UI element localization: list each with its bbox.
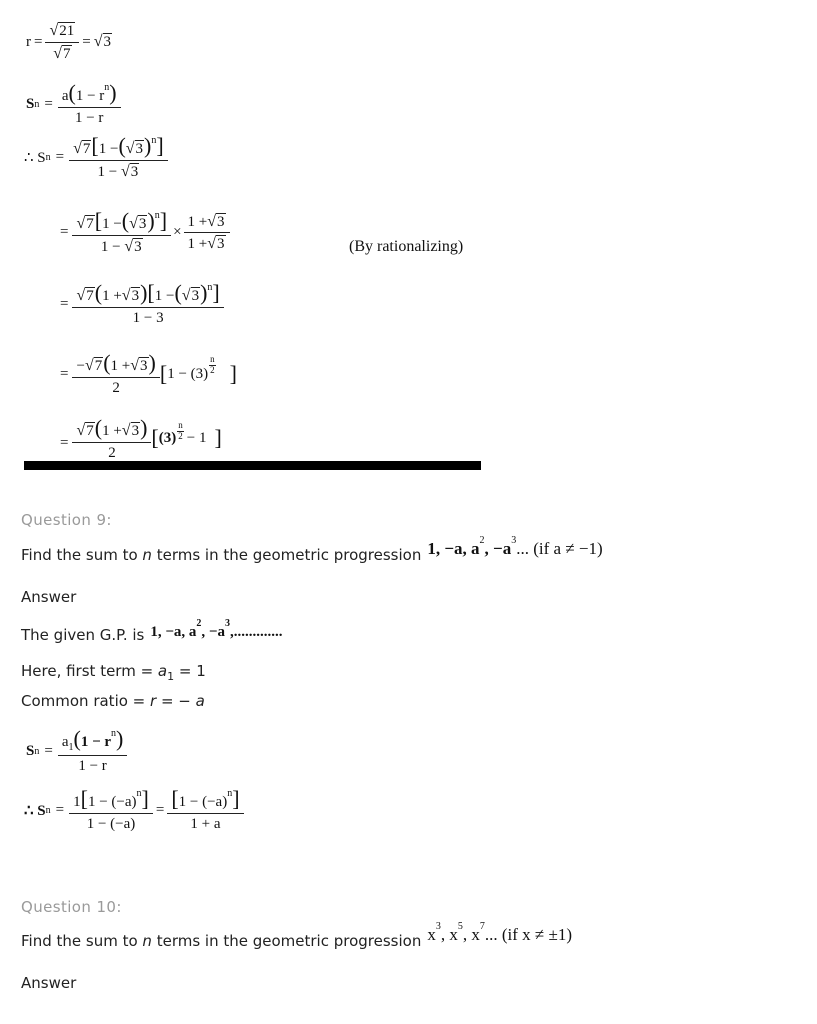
exponent: n (154, 210, 160, 221)
bracket-base: (3) (158, 429, 177, 446)
therefore-sum: ∴ S (24, 802, 46, 819)
given-label: The given G.P. is (21, 626, 145, 644)
exponent: 3 (435, 921, 441, 933)
prompt-text-end: terms in the geometric progression (151, 932, 422, 950)
question-10-answer-label: Answer (21, 974, 77, 992)
inner-radicand: 3 (138, 216, 147, 232)
equation-ratio: r = √ 21 √ 7 = √ 3 (26, 22, 111, 62)
substitution-fraction: √ 7 [1 −( √ 3 )$^n$] 1 − √ 3 (69, 135, 168, 180)
equation-rationalize: = √ 7 [1 −( √ 3 )$^n$] 1 − √ 3 × 1 + √ 3 1 + √ 3 (60, 210, 230, 255)
coef-radicand: 7 (86, 216, 94, 232)
sum-subscript: n (34, 98, 40, 110)
sum-symbol: S (26, 95, 35, 112)
denominator: 2 (108, 444, 116, 461)
progression-expression (427, 921, 572, 945)
expanded-fraction: √ 7 (1 + √ 3 )[1 −( √ 3 )$^n$] 1 − 3 (72, 282, 223, 326)
progression-condition: ... (if x ≠ ±1) (484, 925, 572, 944)
exp-numerator: n (210, 353, 215, 364)
den-radicand: 3 (130, 163, 139, 180)
sum-subscript: n (45, 804, 51, 816)
first-term-line (21, 662, 206, 683)
q9-formula-fraction: $\frac{a_1(1 - r^n)}{1 - r}$ (58, 728, 128, 775)
question-9-prompt (21, 535, 603, 565)
equation-expanded: = √ 7 (1 + √ 3 )[1 −( √ 3 )$^n$] 1 − 3 (60, 282, 224, 326)
prompt-text-end: terms in the geometric progression (151, 546, 422, 564)
rationalizing-note: (By rationalizing) (349, 238, 464, 255)
den-pre: 1 − (97, 163, 118, 180)
ratio-fraction: √ 21 √ 7 (45, 22, 79, 62)
denominator: 1 − r (78, 758, 107, 774)
first-term-sub: 1 (68, 742, 74, 753)
exponent: 2 (196, 618, 202, 629)
equation-substitution: ∴ S n = √ 7 [1 −( √ 3 )$^n$] 1 − √ 3 (24, 135, 168, 180)
ratio-var: r (150, 692, 157, 710)
sum-subscript: n (45, 152, 51, 164)
inner-radicand: 3 (135, 141, 144, 157)
sum-symbol: S (26, 742, 35, 759)
inner-radicand: 3 (191, 288, 200, 304)
paren-radicand: 3 (140, 358, 148, 374)
ratio-symbol: r (26, 33, 31, 50)
exponent: 3 (511, 535, 517, 547)
denominator: 1 − (−a) (86, 815, 136, 832)
question-10-heading: Question 10: (21, 898, 122, 916)
equation-final: = √ 7 (1 + √ 3 ) 2 [ (3) $\frac{n}{2}$ − 1 ] (60, 417, 222, 461)
inner-pre: 1 − (154, 288, 175, 304)
simplified-fraction: − √ 7 (1 + √ 3 ) 2 (72, 352, 159, 396)
conj-num-pre: 1 + (187, 213, 208, 230)
paren-pre: 1 + (102, 423, 122, 439)
q9-result-fraction-1: $\frac{1[1 - (-a)^n]}{1 - (-a)}$ (69, 788, 153, 832)
inner: 1 − (−a) (178, 794, 228, 810)
den-pre: 1 − (100, 238, 121, 255)
exponent: n (136, 788, 142, 799)
question-9-heading: Question 9: (21, 511, 112, 529)
coef-radicand: 7 (86, 423, 94, 439)
exponent: n (207, 282, 213, 293)
therefore-sum: ∴ S (24, 150, 46, 167)
denominator: 1 − r (74, 109, 104, 126)
paren-radicand: 3 (131, 288, 140, 304)
denominator-radicand: 7 (63, 45, 71, 62)
coef-radicand: 7 (94, 358, 103, 374)
prompt-text: Find the sum to (21, 546, 143, 564)
paren-pre: 1 + (110, 358, 131, 374)
exp-denominator: 2 (178, 430, 183, 441)
first-term: a (61, 88, 69, 104)
paren-radicand: 3 (131, 423, 140, 439)
exponent: 5 (457, 921, 463, 933)
prompt-variable: n (142, 932, 152, 950)
equation-sum-formula: S n = $\frac{a(1 - r^n)}{1 - r}$ (26, 82, 121, 126)
conj-den-radicand: 3 (217, 236, 225, 253)
exponent: 2 (479, 535, 485, 547)
question-9-answer-label: Answer (21, 588, 77, 606)
exponent: 3 (224, 618, 230, 629)
progression-expression (427, 535, 603, 559)
first-term-sub: 1 (167, 670, 175, 683)
q9-sum-result: ∴ S n = $\frac{1[1 - (-a)^n]}{1 - (-a)}$ = $\frac{[1 - (-a)^n]}{1 + a}$ (24, 788, 244, 832)
denominator: 1 − 3 (132, 309, 164, 326)
q9-result-fraction-2: $\frac{[1 - (-a)^n]}{1 + a}$ (167, 788, 243, 832)
progression-terms: 1, −a, a (427, 539, 480, 558)
inner-pre: 1 − (98, 141, 119, 157)
prompt-variable: n (142, 546, 152, 564)
progression-terms: , x (440, 925, 458, 944)
divider-bar (24, 461, 481, 470)
exponent: n (227, 788, 233, 799)
ratio-label: Common ratio = (21, 692, 151, 710)
given-terms: 1, −a, a (150, 624, 197, 640)
progression-terms: , x (462, 925, 480, 944)
bracket-tail: − 1 (186, 429, 207, 446)
given-terms: , −a (201, 624, 225, 640)
minus-sign: − (76, 358, 85, 374)
progression-terms: x (427, 925, 436, 944)
result-radicand: 3 (103, 34, 111, 51)
common-ratio-line (21, 692, 205, 710)
times-sign: × (173, 224, 182, 241)
progression-terms: , −a (484, 539, 512, 558)
inner-pre: 1 − (102, 216, 122, 232)
prompt-text: Find the sum to (21, 932, 143, 950)
final-fraction: √ 7 (1 + √ 3 ) 2 (72, 417, 151, 461)
exp-numerator: n (178, 419, 183, 430)
q9-sum-formula: S n = $\frac{a_1(1 - r^n)}{1 - r}$ (26, 728, 127, 775)
given-gp-line (21, 618, 283, 645)
numerator-inner: 1 − r (75, 88, 105, 104)
coef-radicand: 7 (82, 141, 91, 157)
rationalize-fraction: √ 7 [1 −( √ 3 )$^n$] 1 − √ 3 (72, 210, 171, 255)
bracket-content: 1 − (3) (167, 365, 209, 382)
denominator: 1 + a (190, 815, 221, 832)
first-term-value: = 1 (174, 662, 206, 680)
conj-num-radicand: 3 (217, 213, 225, 230)
first-term: a (61, 734, 69, 750)
ratio-value: a (195, 692, 205, 710)
sum-fraction: $\frac{a(1 - r^n)}{1 - r}$ (58, 82, 121, 126)
numerator-inner: 1 − r (80, 734, 112, 750)
equation-simplified: = − √ 7 (1 + √ 3 ) 2 [ 1 − (3) $\frac{n}{2}$ ] (60, 350, 237, 396)
question-10-prompt (21, 921, 572, 951)
exp-denominator: 2 (210, 364, 215, 375)
ratio-eq: = − (156, 692, 196, 710)
paren-pre: 1 + (102, 288, 122, 304)
sum-subscript: n (34, 745, 40, 757)
conjugate-fraction: 1 + √ 3 1 + √ 3 (184, 213, 230, 253)
exponent: 7 (479, 921, 485, 933)
conj-den-pre: 1 + (187, 236, 208, 253)
given-dots: ,............. (229, 624, 283, 640)
progression-condition: ... (if a ≠ −1) (516, 539, 603, 558)
exponent: n (111, 728, 117, 739)
coef: 1 (73, 794, 81, 810)
first-term-var: a (157, 662, 168, 680)
inner: 1 − (−a) (87, 794, 137, 810)
numerator-radicand: 21 (59, 23, 75, 39)
given-gp-expression (150, 618, 283, 641)
coef-radicand: 7 (86, 288, 94, 304)
exponent: n (104, 82, 110, 93)
exponent: n (151, 135, 157, 146)
denominator: 2 (112, 379, 120, 396)
first-term-label: Here, first term = (21, 662, 158, 680)
equals-sign: = (155, 801, 165, 818)
den-radicand: 3 (134, 238, 142, 255)
